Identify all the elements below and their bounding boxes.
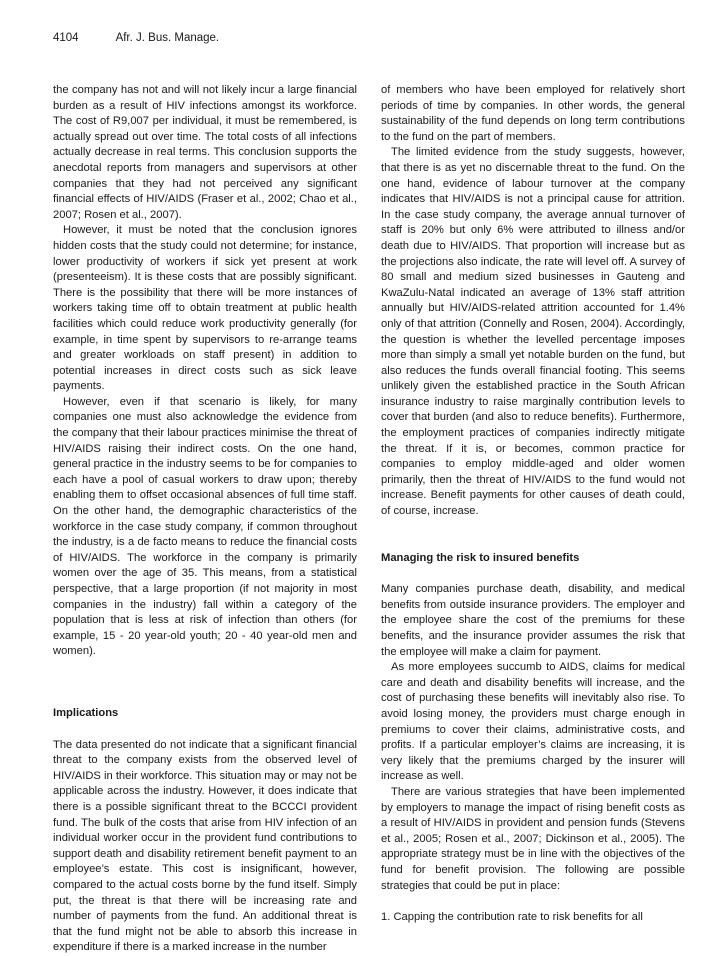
journal-name: Afr. J. Bus. Manage.	[115, 32, 220, 44]
paragraph: As more employees succumb to AIDS, claims for medical care and death and disability benefits will increase, and the cost of purchasing these benefits will inevitably also rise. To avoid losing money, the providers must charge enough in premiums to cover their claims, administrative costs, and profits. If a particular employer’s claims are increasing, it is very likely that the premiums charged by the insurer will increase as well.	[381, 661, 685, 783]
paragraph: However, even if that scenario is likely, for many companies one must also acknowledge the evidence from the company that their labour practices minimise the threat of HIV/AIDS raising their indirect costs. On the one hand, general practice in the industry seems to be for companies to each have a pool of casual workers to draw upon; thereby enabling them to offset occasional absences of full time staff. On the other hand, the demographic characteristics of the workforce in the case study company, if common throughout the industry, is a de facto means to reduce the financial costs of HIV/AIDS. The workforce in the company is primarily women over the age of 35. This means, from a statistical perspective, that a large proportion (if not majority in most companies in the industry) fall within a category of the population that is less at risk of infection than others (for example, 15 - 20 year-old youth; 20 - 40 year-old men and women).	[53, 395, 357, 658]
paragraph: The data presented do not indicate that a significant financial threat to the company exists from the observed level of HIV/AIDS in their workforce. This situation may or may not be applicable across the industry. However, it does indicate that there is a possible significant threat to the BCCCI provident fund. The bulk of the costs that arise from HIV infection of an individual worker occur in the provident fund contributions to support death and disability retirement benefit payment to an employee’s estate. This cost is insignificant, however, compared to the actual costs borne by the fund itself. Simply put, the threat is that there will be increasing rate and number of payments from the fund. An additional threat is that the fund might not be able to absorb this increase in expenditure if there is a marked increase in the number	[53, 738, 357, 954]
paragraph: the company has not and will not likely incur a large financial burden as a result of HIV infections amongst its workforce. The cost of R9,007 per individual, it must be remembered, is actually spread out over time. The total costs of all infections actually decrease in real terms. This conclusion supports the anecdotal reports from managers and supervisors at other companies that they had not perceived any significant financial effects of HIV/AIDS (Fraser et al., 2002; Chao et al., 2007; Rosen et al., 2007).	[53, 84, 357, 221]
page-number: 4104	[53, 32, 79, 44]
running-header	[53, 32, 219, 44]
paragraph: The limited evidence from the study suggests, however, that there is as yet no discernable threat to the fund. On the one hand, evidence of labour turnover at the company indicates that HIV/AIDS is not a principal cause for attrition. In the case study company, the average annual turnover of staff is 20% but only 6% were attributed to illness and/or death due to HIV/AIDS. That proportion will increase but as the projections also indicate, the rate will level off. A survey of 80 small and medium sized businesses in Gauteng and KwaZulu-Natal indicated an average of 13% staff attrition annually but HIV/AIDS-related attrition accounted for 1.4% only of that attrition (Connelly and Rosen, 2004). Accordingly, the question is whether the levelled percentage imposes more than simply a small yet notable burden on the fund, but also reduces the funds overall financial footing. This seems unlikely given the established practice in the South African insurance industry to raise marginally contribution levels to cover that burden (and also to reduce benefits). Furthermore, the employment practices of companies indirectly mitigate the threat. If it is, or becomes, common practice for companies to employ middle-aged and older women primarily, then the threat of HIV/AIDS to the fund would not increase. Benefit payments for other causes of death could, of course, increase.	[381, 146, 685, 518]
paragraph: Many companies purchase death, disability, and medical benefits from outside insurance providers. The employer and the employee share the cost of the premiums for these benefits, and the insurance provider assumes the risk that the employee will make a claim for payment.	[381, 583, 685, 658]
section-heading-implications: Implications	[53, 706, 119, 719]
right-column	[381, 83, 685, 926]
paragraph: There are various strategies that have been implemented by employers to manage the impact of rising benefit costs as a result of HIV/AIDS in provident and pension funds (Stevens et al., 2005; Rosen et al., 2007; Dickinson et al., 2005). The appropriate strategy must be in line with the objectives of the fund for benefit provision. The following are possible strategies that could be put in place:	[381, 785, 685, 892]
section-heading-managing-risk: Managing the risk to insured benefits	[381, 551, 580, 564]
paragraph: of members who have been employed for relatively short periods of time by companies. In other words, the general sustainability of the fund depends on long term contributions to the fund on the part of members.	[381, 84, 685, 143]
list-item: 1. Capping the contribution rate to risk benefits for all	[381, 911, 643, 924]
paragraph: However, it must be noted that the conclusion ignores hidden costs that the study could not determine; for instance, lower productivity of workers if sick yet present at work (presenteeism). It is these costs that are possibly significant. There is the possibility that there will be more instances of workers taking time off to obtain treatment at public health facilities which could reduce work productivity generally (for example, in time spent by supervisors to re-arrange teams and greater workloads on staff present) in addition to potential increases in direct costs such as sick leave payments.	[53, 224, 357, 393]
left-column	[53, 83, 357, 956]
